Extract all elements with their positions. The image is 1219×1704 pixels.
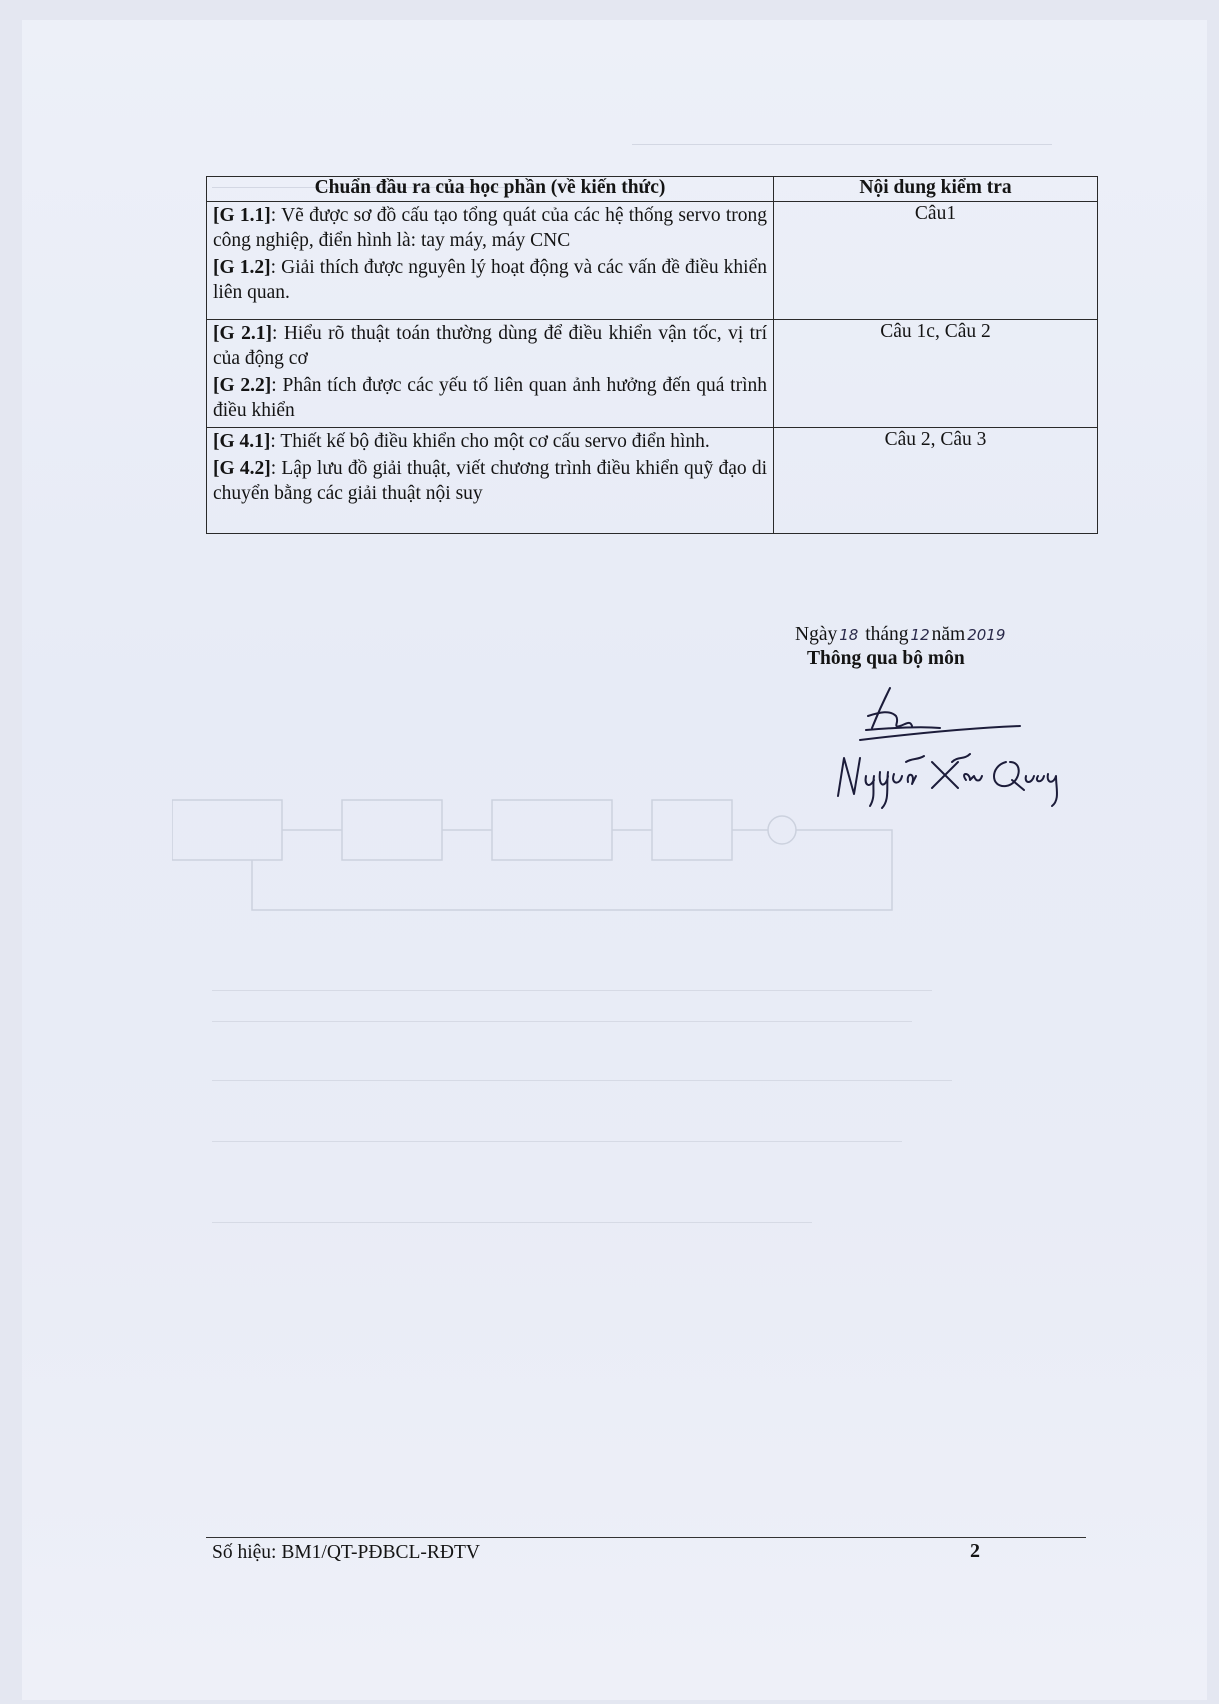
date-approval-block [795,624,1095,670]
month-label: tháng [865,624,909,645]
year-value: 2019 [967,626,1006,644]
outcome-item [213,456,767,506]
outcome-text: : Hiểu rõ thuật toán thường dùng để điều khiển vận tốc, vị trí của động cơ [213,323,767,369]
table-row [207,428,1098,534]
outcome-code: [G 2.2] [213,375,272,396]
table-row [207,320,1098,428]
handwritten-signature [820,676,1080,816]
outcome-code: [G 2.1] [213,323,272,344]
test-content-cell: Câu 1c, Câu 2 [774,320,1098,428]
page-number: 2 [970,1540,980,1562]
day-value: 18 [839,626,859,644]
header-test-content: Nội dung kiểm tra [774,177,1098,202]
outcome-code: [G 4.1] [213,431,271,452]
footer-rule [206,1537,1086,1538]
learning-outcomes-table [206,176,1098,534]
table-header-row [207,177,1098,202]
outcomes-cell [207,428,774,534]
outcome-text: : Thiết kế bộ điều khiển cho một cơ cấu servo điển hình. [270,431,710,452]
header-outcomes: Chuẩn đầu ra của học phần (về kiến thức) [207,177,774,202]
outcome-item [213,373,767,423]
outcome-text: : Lập lưu đồ giải thuật, viết chương trình điều khiển quỹ đạo di chuyển bằng các giải thuật nội suy [213,458,767,504]
table-row [207,202,1098,320]
date-line [795,624,1095,646]
test-content-cell: Câu1 [774,202,1098,320]
outcome-text: : Giải thích được nguyên lý hoạt động và các vấn đề điều khiển liên quan. [213,257,767,303]
outcome-code: [G 4.2] [213,458,271,479]
outcome-item [213,255,767,305]
outcomes-cell [207,320,774,428]
bleed-through-lines [212,980,1072,1223]
month-value: 12 [910,626,930,644]
outcome-text: : Phân tích được các yếu tố liên quan ảnh hưởng đến quá trình điều khiển [213,375,767,421]
form-code: Số hiệu: BM1/QT-PĐBCL-RĐTV [212,1542,480,1563]
outcome-text: : Vẽ được sơ đồ cấu tạo tổng quát của các hệ thống servo trong công nghiệp, điển hình là: tay máy, máy CNC [213,205,768,251]
year-label: năm [931,624,966,645]
test-content-cell: Câu 2, Câu 3 [774,428,1098,534]
outcome-item [213,429,767,454]
outcome-code: [G 1.2] [213,257,271,278]
outcomes-cell [207,202,774,320]
day-label: Ngày [795,624,838,645]
approval-label: Thông qua bộ môn [807,648,965,669]
outcome-item [213,203,767,253]
outcome-item [213,321,767,371]
outcome-code: [G 1.1] [213,205,271,226]
